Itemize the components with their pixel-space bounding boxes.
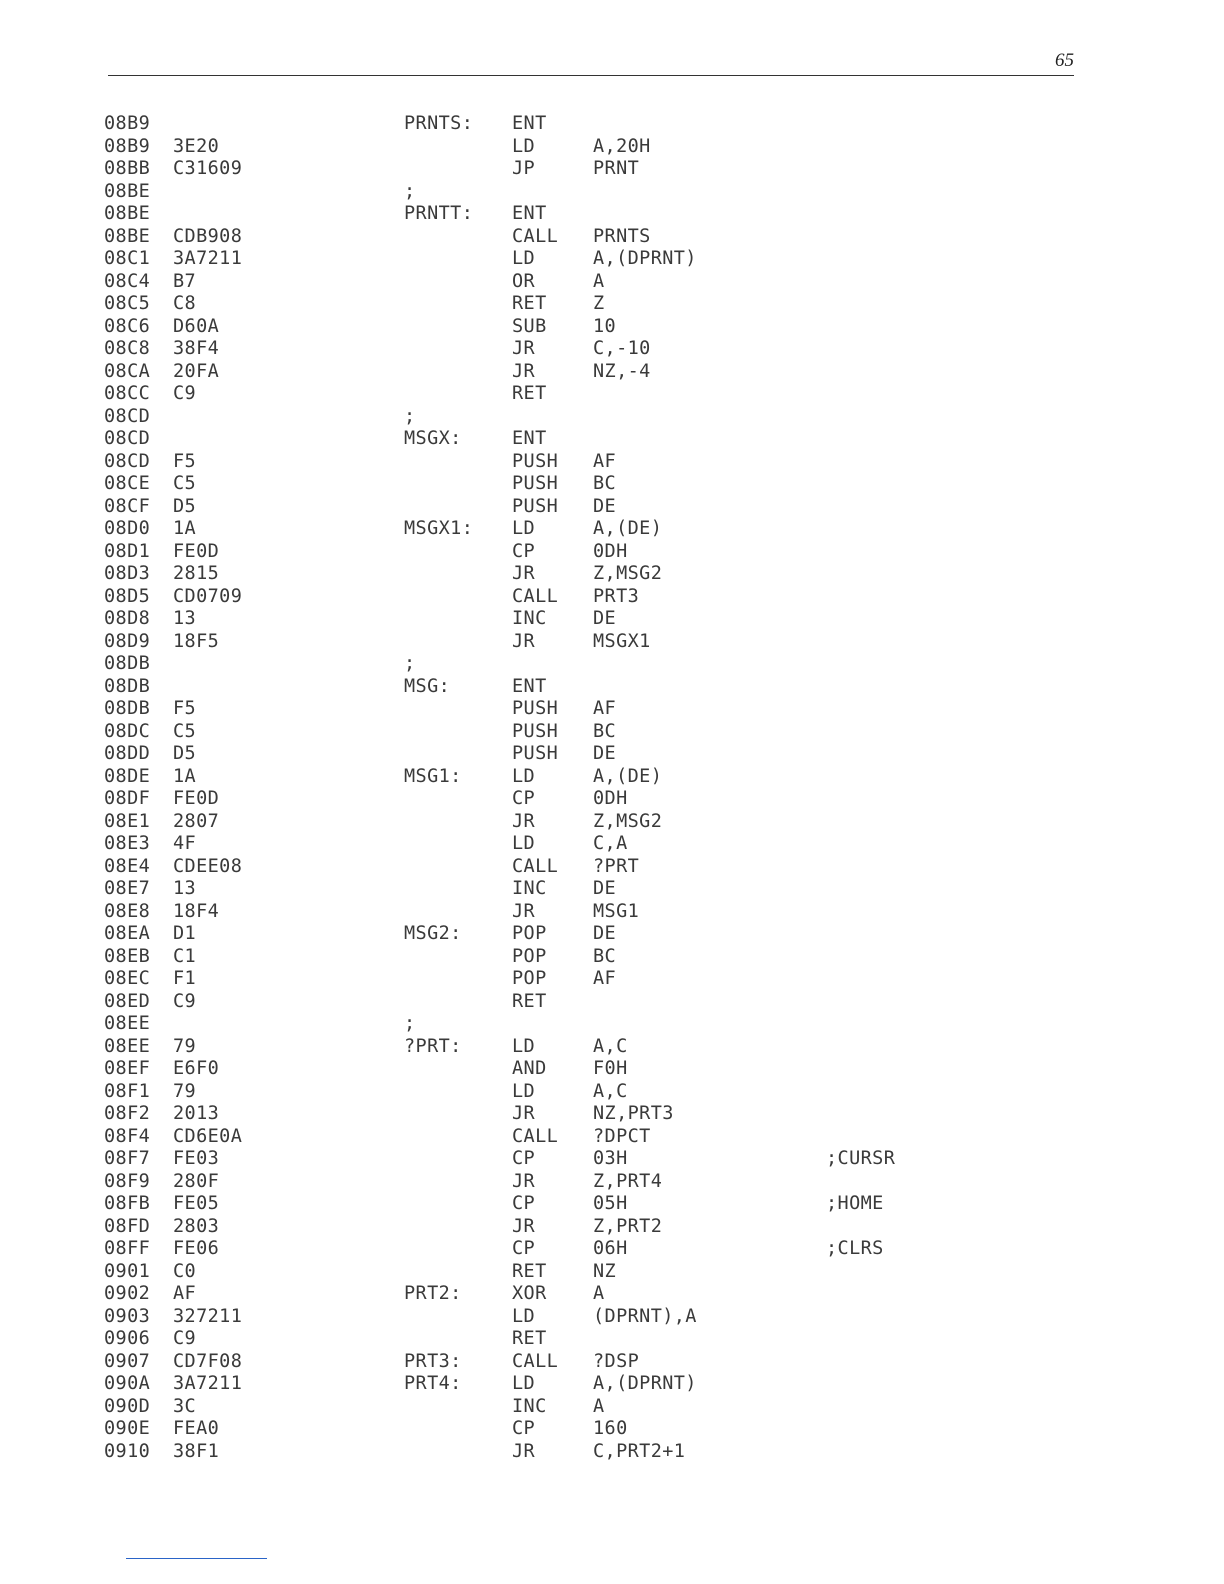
mnemonic: POP [512, 945, 547, 967]
address: 08FB [104, 1193, 151, 1214]
listing-line [104, 113, 964, 136]
address: 08F2 [104, 1103, 151, 1124]
mnemonic: ENT [512, 675, 547, 697]
mnemonic: RET [512, 1328, 547, 1349]
machine-code: D5 [173, 495, 197, 517]
listing-line [104, 968, 964, 991]
operand: C,PRT2+1 [593, 1440, 686, 1462]
operand: 03H [593, 1148, 628, 1169]
machine-code: 13 [173, 608, 197, 629]
listing-line [104, 1396, 964, 1419]
address: 08CD [104, 428, 151, 449]
operand: (DPRNT),A [593, 1305, 697, 1327]
address: 08E7 [104, 878, 151, 899]
operand: Z,PRT2 [593, 1215, 663, 1237]
operand: A,(DE) [593, 518, 663, 539]
mnemonic: CALL [512, 855, 559, 877]
mnemonic: CP [512, 1238, 536, 1259]
operand: A,20H [593, 135, 651, 157]
operand: NZ,-4 [593, 360, 651, 382]
machine-code: E6F0 [173, 1058, 220, 1079]
mnemonic: LD [512, 1080, 536, 1102]
mnemonic: CP [512, 1148, 536, 1169]
mnemonic: JR [512, 1103, 536, 1124]
listing-line [104, 653, 964, 676]
machine-code: 2803 [173, 1215, 220, 1237]
address: 08EF [104, 1058, 151, 1079]
operand: 0DH [593, 788, 628, 809]
mnemonic: PUSH [512, 743, 559, 764]
mnemonic: PUSH [512, 450, 559, 472]
operand: 10 [593, 315, 617, 337]
listing-line [104, 1261, 964, 1284]
mnemonic: POP [512, 923, 547, 944]
operand: A,C [593, 1080, 628, 1102]
listing-line [104, 1171, 964, 1194]
mnemonic: RET [512, 383, 547, 404]
mnemonic: CALL [512, 1125, 559, 1147]
operand: A,(DE) [593, 765, 663, 787]
listing-line [104, 721, 964, 744]
machine-code: F5 [173, 698, 197, 719]
label: MSG2: [404, 923, 462, 944]
machine-code: FE05 [173, 1193, 220, 1214]
listing-line [104, 1126, 964, 1149]
listing-line [104, 541, 964, 564]
address: 08E8 [104, 900, 151, 922]
mnemonic: LD [512, 518, 536, 539]
mnemonic: SUB [512, 315, 547, 337]
listing-line [104, 1238, 964, 1261]
mnemonic: LD [512, 1305, 536, 1327]
label: MSG: [404, 675, 451, 697]
listing-line [104, 473, 964, 496]
listing-line [104, 496, 964, 519]
listing-line [104, 158, 964, 181]
machine-code: 2807 [173, 810, 220, 832]
mnemonic: LD [512, 833, 536, 854]
operand: BC [593, 473, 617, 494]
address: 08D0 [104, 518, 151, 539]
address: 08E3 [104, 833, 151, 854]
address: 08D1 [104, 540, 151, 562]
mnemonic: ENT [512, 113, 547, 134]
machine-code: C9 [173, 990, 197, 1012]
address: 08C8 [104, 338, 151, 359]
address: 08BB [104, 158, 151, 179]
address: 08F7 [104, 1148, 151, 1169]
label: ; [404, 1013, 416, 1034]
machine-code: C9 [173, 1328, 197, 1349]
listing-line [104, 563, 964, 586]
machine-code: C31609 [173, 158, 243, 179]
address: 08CA [104, 360, 151, 382]
operand: A,C [593, 1035, 628, 1057]
mnemonic: JR [512, 360, 536, 382]
machine-code: 13 [173, 878, 197, 899]
listing-line [104, 856, 964, 879]
listing-line [104, 451, 964, 474]
operand: 05H [593, 1193, 628, 1214]
address: 08D3 [104, 563, 151, 584]
operand: A [593, 270, 605, 292]
machine-code: 327211 [173, 1305, 243, 1327]
listing-line [104, 1328, 964, 1351]
machine-code: CD0709 [173, 585, 243, 607]
mnemonic: LD [512, 1373, 536, 1394]
listing-line [104, 1193, 964, 1216]
listing-line [104, 766, 964, 789]
address: 090E [104, 1418, 151, 1439]
listing-line [104, 1216, 964, 1239]
listing-line [104, 518, 964, 541]
address: 08E1 [104, 810, 151, 832]
machine-code: CD6E0A [173, 1125, 243, 1147]
label: MSGX1: [404, 518, 474, 539]
operand: PRT3 [593, 585, 640, 607]
operand: AF [593, 450, 617, 472]
machine-code: B7 [173, 270, 197, 292]
machine-code: 79 [173, 1035, 197, 1057]
address: 08B9 [104, 135, 151, 157]
operand: DE [593, 608, 617, 629]
operand: Z,PRT4 [593, 1170, 663, 1192]
mnemonic: INC [512, 1395, 547, 1417]
mnemonic: XOR [512, 1283, 547, 1304]
operand: F0H [593, 1058, 628, 1079]
mnemonic: PUSH [512, 720, 559, 742]
mnemonic: PUSH [512, 473, 559, 494]
address: 08CD [104, 450, 151, 472]
address: 08F1 [104, 1080, 151, 1102]
address: 08E4 [104, 855, 151, 877]
operand: Z,MSG2 [593, 563, 663, 584]
machine-code: FE03 [173, 1148, 220, 1169]
mnemonic: ENT [512, 203, 547, 224]
listing-line [104, 1283, 964, 1306]
listing-line [104, 428, 964, 451]
machine-code: F1 [173, 968, 197, 989]
mnemonic: OR [512, 270, 536, 292]
mnemonic: RET [512, 990, 547, 1012]
machine-code: 20FA [173, 360, 220, 382]
address: 08EC [104, 968, 151, 989]
machine-code: 280F [173, 1170, 220, 1192]
operand: DE [593, 878, 617, 899]
listing-line [104, 901, 964, 924]
address: 08BE [104, 180, 151, 202]
address: 090A [104, 1373, 151, 1394]
listing-line [104, 1351, 964, 1374]
page-number: 65 [1055, 50, 1074, 71]
address: 0907 [104, 1350, 151, 1372]
machine-code: D1 [173, 923, 197, 944]
machine-code: 1A [173, 518, 197, 539]
listing-line [104, 923, 964, 946]
listing-line [104, 1148, 964, 1171]
machine-code: C9 [173, 383, 197, 404]
address: 08FF [104, 1238, 151, 1259]
operand: ?DPCT [593, 1125, 651, 1147]
mnemonic: CP [512, 788, 536, 809]
mnemonic: CP [512, 1193, 536, 1214]
listing-line [104, 338, 964, 361]
listing-line [104, 608, 964, 631]
operand: Z,MSG2 [593, 810, 663, 832]
listing-line [104, 878, 964, 901]
address: 0901 [104, 1260, 151, 1282]
mnemonic: CALL [512, 1350, 559, 1372]
listing-line [104, 743, 964, 766]
mnemonic: LD [512, 135, 536, 157]
machine-code: D5 [173, 743, 197, 764]
label: MSG1: [404, 765, 462, 787]
comment: ;CLRS [826, 1238, 884, 1259]
listing-line [104, 136, 964, 159]
address: 08B9 [104, 113, 151, 134]
machine-code: 4F [173, 833, 197, 854]
address: 08D9 [104, 630, 151, 652]
operand: DE [593, 923, 617, 944]
listing-line [104, 586, 964, 609]
machine-code: 79 [173, 1080, 197, 1102]
machine-code: 3A7211 [173, 248, 243, 269]
label: ; [404, 180, 416, 202]
operand: MSG1 [593, 900, 640, 922]
operand: NZ,PRT3 [593, 1103, 674, 1124]
operand: BC [593, 720, 617, 742]
machine-code: F5 [173, 450, 197, 472]
operand: BC [593, 945, 617, 967]
address: 08DB [104, 698, 151, 719]
address: 08F4 [104, 1125, 151, 1147]
listing-line [104, 1418, 964, 1441]
machine-code: C5 [173, 473, 197, 494]
listing-line [104, 226, 964, 249]
listing-line [104, 203, 964, 226]
machine-code: C5 [173, 720, 197, 742]
listing-line [104, 361, 964, 384]
mnemonic: JR [512, 1215, 536, 1237]
mnemonic: JR [512, 563, 536, 584]
mnemonic: JR [512, 1170, 536, 1192]
address: 0910 [104, 1440, 151, 1462]
machine-code: FE0D [173, 540, 220, 562]
address: 08C6 [104, 315, 151, 337]
machine-code: C0 [173, 1260, 197, 1282]
address: 08F9 [104, 1170, 151, 1192]
address: 08CE [104, 473, 151, 494]
listing-line [104, 271, 964, 294]
mnemonic: RET [512, 1260, 547, 1282]
address: 08EA [104, 923, 151, 944]
mnemonic: JR [512, 900, 536, 922]
address: 08EE [104, 1013, 151, 1034]
address: 08DB [104, 653, 151, 674]
listing-line [104, 181, 964, 204]
mnemonic: LD [512, 765, 536, 787]
listing-line [104, 1306, 964, 1329]
operand: Z [593, 293, 605, 314]
address: 08C5 [104, 293, 151, 314]
listing-line [104, 676, 964, 699]
operand: ?PRT [593, 855, 640, 877]
listing-line [104, 788, 964, 811]
machine-code: FE06 [173, 1238, 220, 1259]
listing-line [104, 248, 964, 271]
comment: ;CURSR [826, 1148, 896, 1169]
mnemonic: LD [512, 248, 536, 269]
address: 08CD [104, 405, 151, 427]
listing-line [104, 991, 964, 1014]
operand: C,A [593, 833, 628, 854]
label: PRT2: [404, 1283, 462, 1304]
operand: 06H [593, 1238, 628, 1259]
operand: C,-10 [593, 338, 651, 359]
address: 08D5 [104, 585, 151, 607]
mnemonic: JR [512, 1440, 536, 1462]
address: 08ED [104, 990, 151, 1012]
operand: AF [593, 698, 617, 719]
operand: DE [593, 743, 617, 764]
mnemonic: RET [512, 293, 547, 314]
address: 090D [104, 1395, 151, 1417]
machine-code: C1 [173, 945, 197, 967]
machine-code: CDB908 [173, 225, 243, 247]
address: 08C4 [104, 270, 151, 292]
mnemonic: JP [512, 158, 536, 179]
mnemonic: LD [512, 1035, 536, 1057]
operand: A,(DPRNT) [593, 1373, 697, 1394]
listing-line [104, 811, 964, 834]
footer-rule [126, 1558, 267, 1559]
label: PRT4: [404, 1373, 462, 1394]
mnemonic: ENT [512, 428, 547, 449]
operand: A [593, 1395, 605, 1417]
label: PRNTS: [404, 113, 474, 134]
address: 08DE [104, 765, 151, 787]
label: ; [404, 405, 416, 427]
listing-line [104, 833, 964, 856]
label: PRT3: [404, 1350, 462, 1372]
address: 08DB [104, 675, 151, 697]
mnemonic: INC [512, 878, 547, 899]
machine-code: FEA0 [173, 1418, 220, 1439]
machine-code: 18F4 [173, 900, 220, 922]
address: 08C1 [104, 248, 151, 269]
machine-code: CD7F08 [173, 1350, 243, 1372]
machine-code: AF [173, 1283, 197, 1304]
machine-code: 38F1 [173, 1440, 220, 1462]
address: 08BE [104, 225, 151, 247]
operand: AF [593, 968, 617, 989]
address: 0903 [104, 1305, 151, 1327]
machine-code: 3E20 [173, 135, 220, 157]
listing-line [104, 406, 964, 429]
machine-code: CDEE08 [173, 855, 243, 877]
mnemonic: CALL [512, 225, 559, 247]
address: 08DF [104, 788, 151, 809]
listing-line [104, 1103, 964, 1126]
machine-code: 2013 [173, 1103, 220, 1124]
machine-code: 2815 [173, 563, 220, 584]
listing-line [104, 383, 964, 406]
address: 08CF [104, 495, 151, 517]
label: MSGX: [404, 428, 462, 449]
machine-code: 3A7211 [173, 1373, 243, 1394]
label: ?PRT: [404, 1035, 462, 1057]
mnemonic: AND [512, 1058, 547, 1079]
machine-code: 38F4 [173, 338, 220, 359]
address: 08BE [104, 203, 151, 224]
assembly-listing [104, 113, 964, 1463]
machine-code: C8 [173, 293, 197, 314]
label: ; [404, 653, 416, 674]
address: 08D8 [104, 608, 151, 629]
operand: 160 [593, 1418, 628, 1439]
listing-line [104, 631, 964, 654]
operand: A,(DPRNT) [593, 248, 697, 269]
listing-line [104, 316, 964, 339]
address: 08DD [104, 743, 151, 764]
listing-line [104, 1058, 964, 1081]
mnemonic: CP [512, 540, 536, 562]
mnemonic: JR [512, 630, 536, 652]
listing-line [104, 1036, 964, 1059]
mnemonic: JR [512, 810, 536, 832]
machine-code: 18F5 [173, 630, 220, 652]
mnemonic: POP [512, 968, 547, 989]
header-rule [108, 75, 1074, 76]
mnemonic: PUSH [512, 495, 559, 517]
operand: MSGX1 [593, 630, 651, 652]
listing-line [104, 1441, 964, 1464]
operand: PRNTS [593, 225, 651, 247]
listing-line [104, 1373, 964, 1396]
machine-code: FE0D [173, 788, 220, 809]
operand: A [593, 1283, 605, 1304]
address: 08FD [104, 1215, 151, 1237]
operand: NZ [593, 1260, 617, 1282]
address: 08EB [104, 945, 151, 967]
address: 0902 [104, 1283, 151, 1304]
machine-code: 3C [173, 1395, 197, 1417]
mnemonic: JR [512, 338, 536, 359]
operand: PRNT [593, 158, 640, 179]
address: 08DC [104, 720, 151, 742]
address: 08EE [104, 1035, 151, 1057]
operand: DE [593, 495, 617, 517]
address: 0906 [104, 1328, 151, 1349]
operand: ?DSP [593, 1350, 640, 1372]
address: 08CC [104, 383, 151, 404]
mnemonic: PUSH [512, 698, 559, 719]
machine-code: 1A [173, 765, 197, 787]
mnemonic: CALL [512, 585, 559, 607]
listing-line [104, 293, 964, 316]
listing-line [104, 1013, 964, 1036]
label: PRNTT: [404, 203, 474, 224]
comment: ;HOME [826, 1193, 884, 1214]
listing-line [104, 946, 964, 969]
operand: 0DH [593, 540, 628, 562]
mnemonic: CP [512, 1418, 536, 1439]
listing-line [104, 1081, 964, 1104]
mnemonic: INC [512, 608, 547, 629]
machine-code: D60A [173, 315, 220, 337]
listing-line [104, 698, 964, 721]
